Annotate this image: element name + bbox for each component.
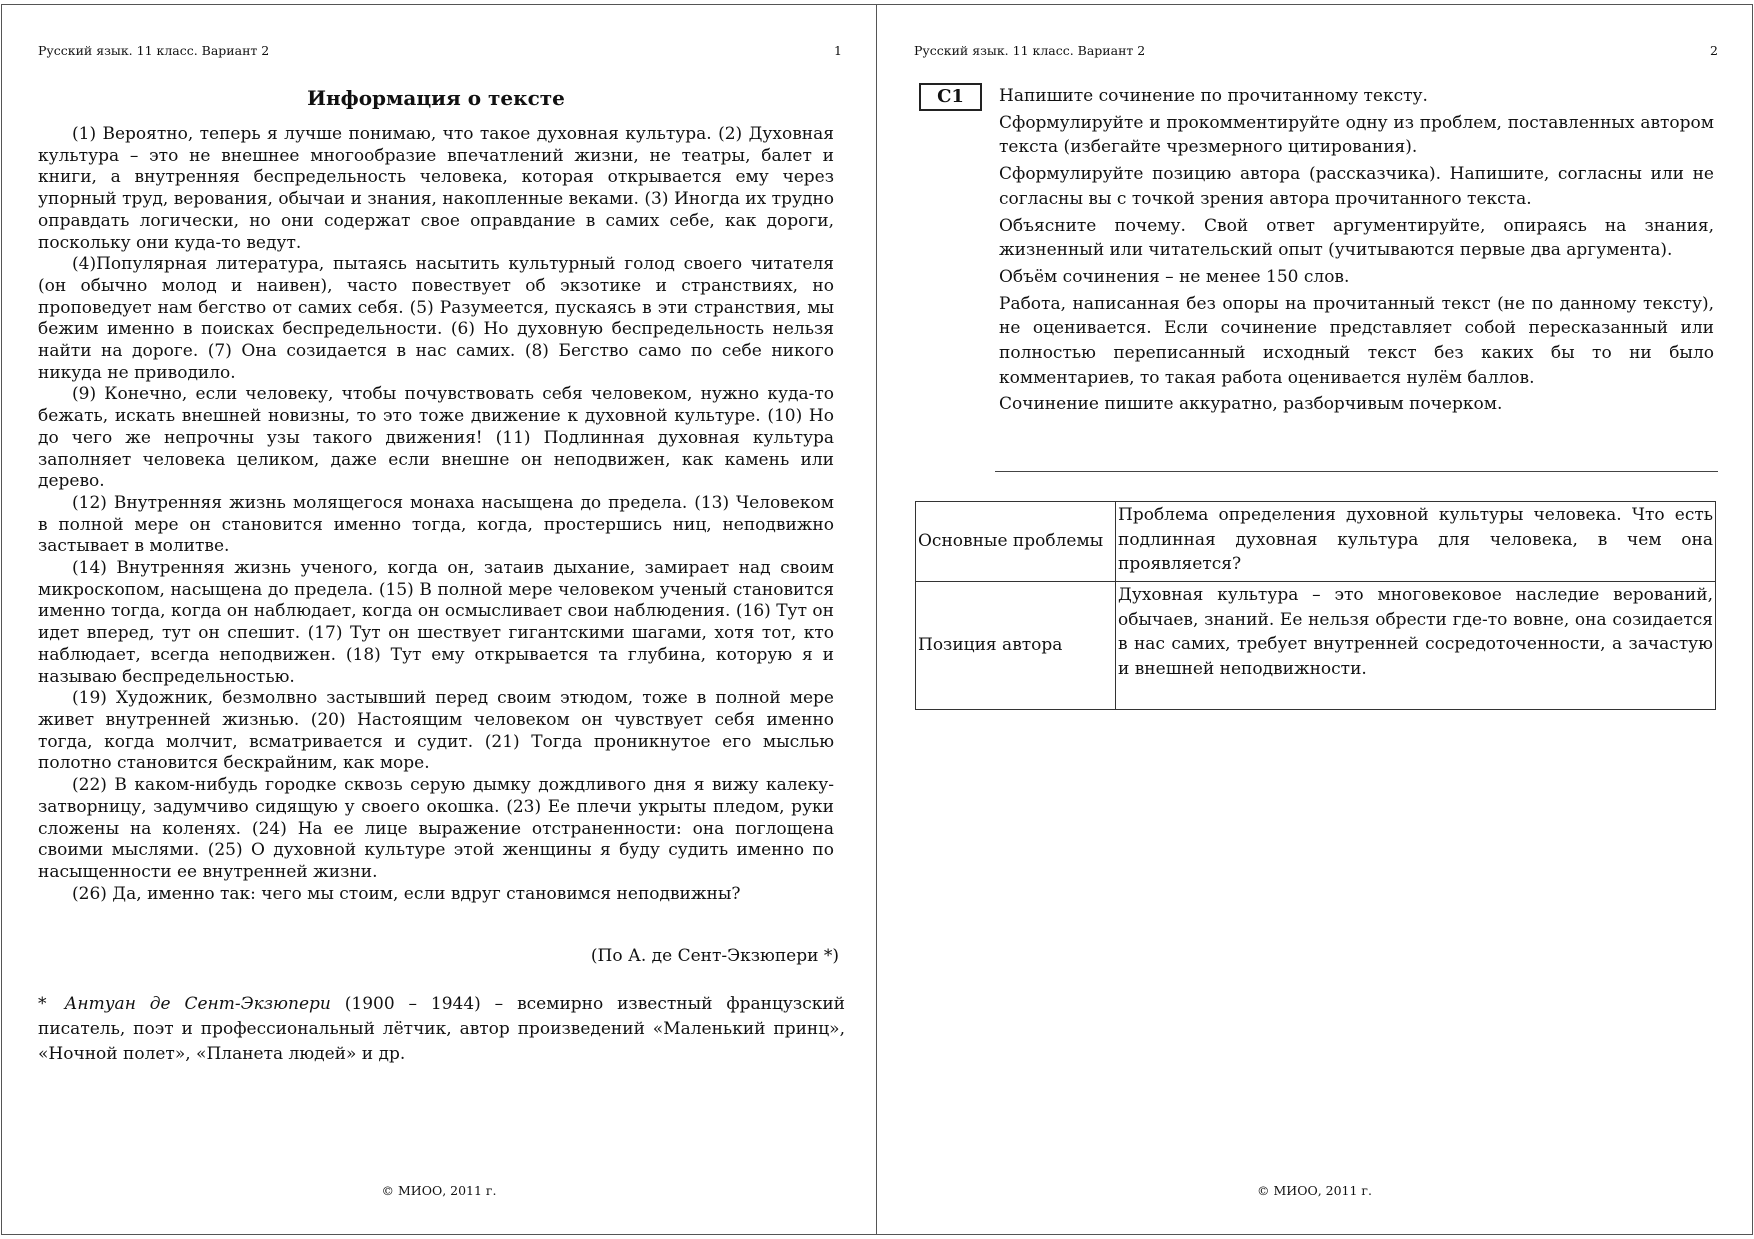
- page-header: Русский язык. 11 класс. Вариант 2: [914, 43, 1146, 58]
- author-footnote: [38, 992, 845, 1067]
- page-2: [876, 4, 1753, 1235]
- page-1: [1, 4, 877, 1235]
- table-row: [916, 502, 1716, 582]
- task-divider: [995, 471, 1718, 472]
- section-title: Информация о тексте: [307, 86, 565, 110]
- page-footer: © МИОО, 2011 г.: [1257, 1183, 1372, 1198]
- page-footer: © МИОО, 2011 г.: [381, 1183, 497, 1198]
- footnote-author-name: Антуан де Сент-Экзюпери: [64, 994, 331, 1014]
- table-row: [916, 582, 1716, 710]
- footnote-mark: *: [38, 994, 47, 1014]
- task-line: Работа, написанная без опоры на прочитанный текст (не по данному тексту), не оценивается. Если сочинение представляет собой пересказанный или полностью переписанный исходный текст без каких бы то ни было комментариев, то такая работа оценивается нулём баллов.: [999, 293, 1714, 388]
- text-paragraph: (4)Популярная литература, пытаясь насытить культурный голод своего читателя (он обычно молод и наивен), часто повествует об экзотике и странствиях, но проповедует нам бегство от самих себя. (5) Разумеется, пускаясь в эти странствия, мы бежим именно в поисках беспредельности. (6) Но духовную беспредельность нельзя найти на дороге. (7) Она созидается в нас самих. (8) Бегство само по себе никого никуда не приводило.: [38, 254, 834, 383]
- text-paragraph: (19) Художник, безмолвно застывший перед своим этюдом, тоже в полной мере живет внутренней жизнью. (20) Настоящим человеком он чувствует себя именно тогда, когда молчит, всматривается и судит. (21) Тогда проникнутое его мыслью полотно становится бескрайним, как море.: [38, 688, 834, 774]
- footnote-text: (1900 – 1944) – всемирно известный французский писатель, поэт и профессиональный лётчик, автор произведений «Маленький принц», «Ночной полет», «Планета людей» и др.: [38, 994, 846, 1064]
- table-value-cell: Духовная культура – это многовековое наследие верований, обычаев, знаний. Ее нельзя обрести где-то вовне, она созидается в нас самих, требует внутренней сосредоточенности, а зачастую и внешней неподвижности.: [1116, 582, 1716, 710]
- text-paragraph: (14) Внутренняя жизнь ученого, когда он, затаив дыхание, замирает над своим микроскопом, насыщена до предела. (15) В полной мере человеком ученый становится именно тогда, когда он наблюдает, когда он осмысливает свои наблюдения. (16) Тут он идет вперед, тут он спешит. (17) Тут он шествует гигантскими шагами, хотя тот, кто наблюдает, всегда неподвижен. (18) Тут ему открывается та глубина, которую я и называю беспредельностью.: [38, 558, 834, 687]
- table-value-cell: Проблема определения духовной культуры человека. Что есть подлинная духовная культура для человека, в чем она проявляется?: [1116, 502, 1716, 582]
- task-line: Объём сочинения – не менее 150 слов.: [999, 266, 1350, 287]
- text-paragraph: (12) Внутренняя жизнь молящегося монаха насыщена до предела. (13) Человеком в полной мере он становится именно тогда, когда, простершись ниц, неподвижно застывает в молитве.: [38, 492, 834, 557]
- text-attribution: (По А. де Сент-Экзюпери *): [590, 946, 839, 966]
- table-label-cell: Позиция автора: [916, 582, 1116, 710]
- task-line: Сформулируйте и прокомментируйте одну из проблем, поставленных автором текста (избегайте чрезмерного цитирования).: [999, 112, 1714, 158]
- task-instructions: [999, 84, 1714, 419]
- source-text: [38, 124, 834, 905]
- task-line: Объясните почему. Свой ответ аргументируйте, опираясь на знания, жизненный или читательский опыт (учитываются первые два аргумента).: [999, 215, 1714, 261]
- task-label-box: С1: [919, 83, 982, 111]
- text-paragraph: (22) В каком-нибудь городке сквозь серую дымку дождливого дня я вижу калеку-затворницу, задумчиво сидящую у своего окошка. (23) Ее плечи укрыты пледом, руки сложены на коленях. (24) На ее лице выражение отстраненности: она поглощена своими мыслями. (25) О духовной культуре этой женщины я буду судить именно по насыщенности ее внутренней жизни.: [38, 775, 834, 882]
- task-line: Напишите сочинение по прочитанному тексту.: [999, 86, 1428, 106]
- task-line: Сочинение пишите аккуратно, разборчивым почерком.: [999, 394, 1503, 415]
- page-header: Русский язык. 11 класс. Вариант 2: [38, 43, 270, 58]
- text-paragraph: (26) Да, именно так: чего мы стоим, если вдруг становимся неподвижны?: [72, 883, 741, 904]
- task-line: Сформулируйте позицию автора (рассказчика). Напишите, согласны или не согласны вы с точкой зрения автора прочитанного текста.: [999, 164, 1714, 209]
- text-paragraph: (9) Конечно, если человеку, чтобы почувствовать себя человеком, нужно куда-то бежать, искать внешней новизны, то это тоже движение к духовной культуре. (10) Но до чего же непрочны узы такого движения! (11) Подлинная духовная культура заполняет человека целиком, даже если внешне он неподвижен, как камень или дерево.: [38, 384, 834, 492]
- page-number: 2: [1710, 43, 1718, 58]
- analysis-table: [915, 501, 1716, 710]
- text-paragraph: (1) Вероятно, теперь я лучше понимаю, что такое духовная культура. (2) Духовная культура – это не внешнее многообразие впечатлений жизни, не театры, балет и книги, а внутренняя беспредельность человека, которая открывается ему через упорный труд, верования, обычаи и знания, накопленные веками. (3) Иногда их трудно оправдать логически, но они содержат свое оправдание в самих себе, как дороги, поскольку они куда-то ведут.: [38, 124, 834, 253]
- page-number: 1: [834, 43, 842, 58]
- table-label-cell: Основные проблемы: [916, 502, 1116, 582]
